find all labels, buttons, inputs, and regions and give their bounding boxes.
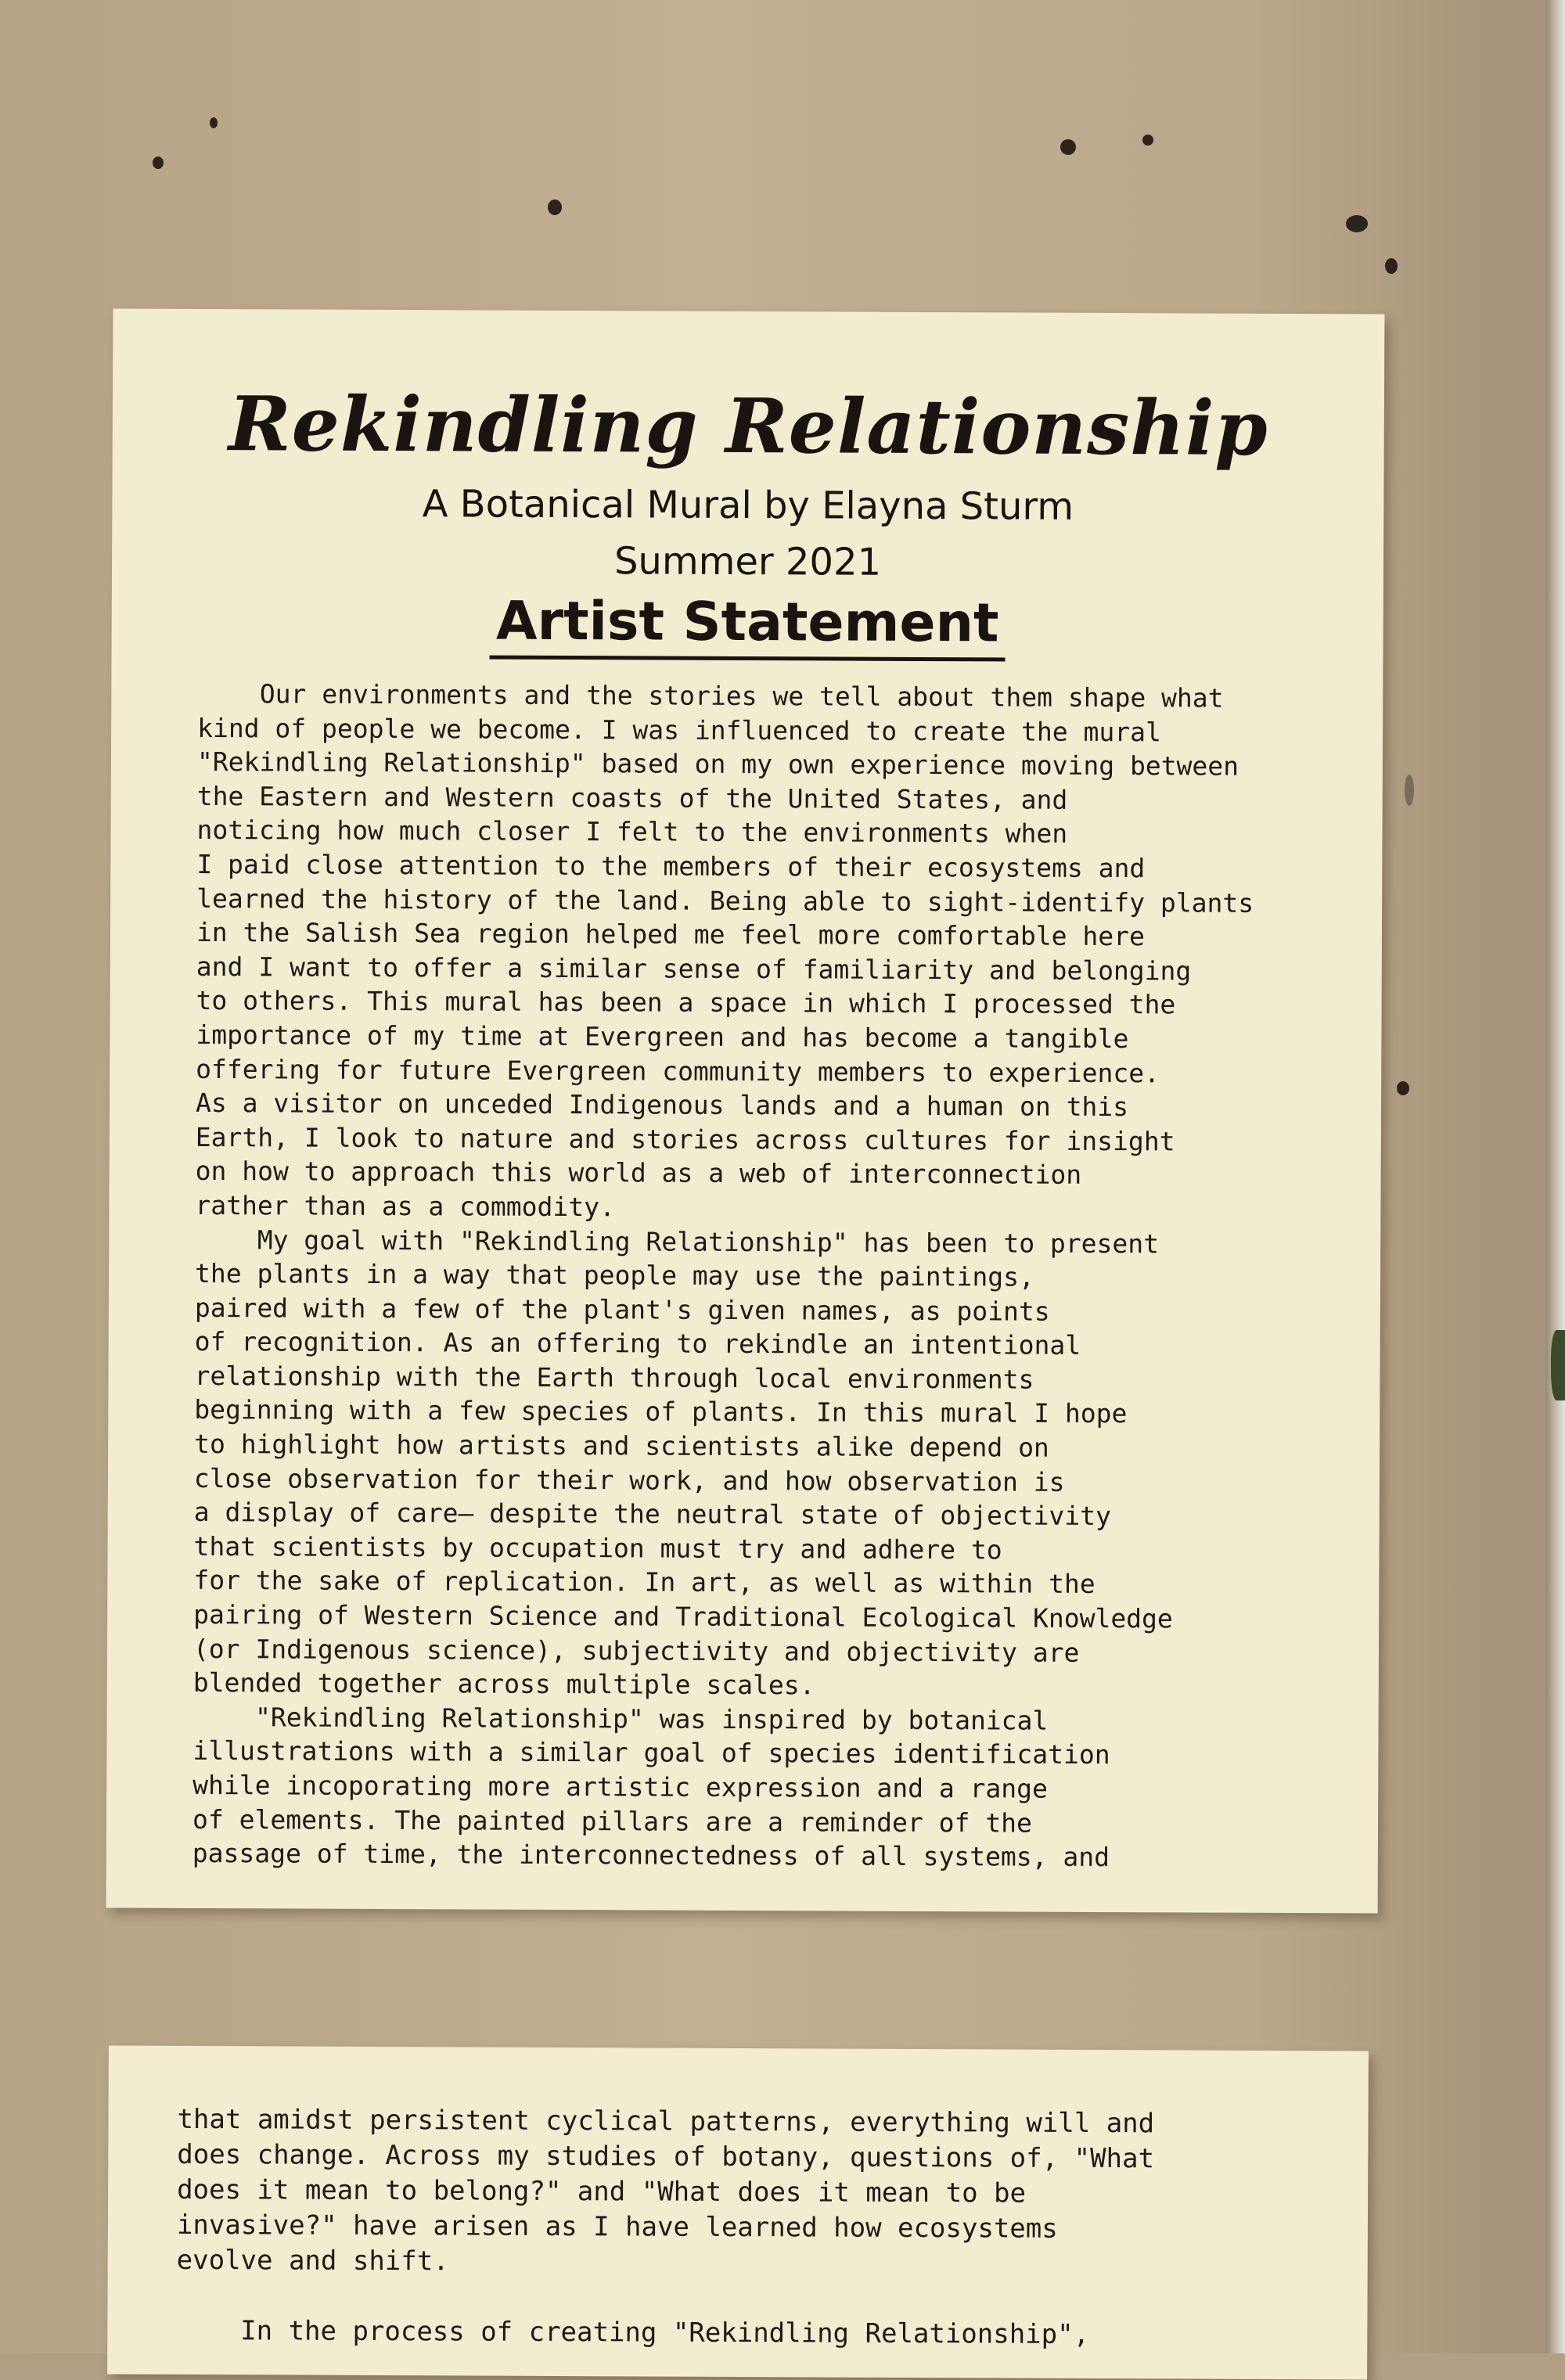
mural-title: Rekindling Relationship bbox=[228, 379, 1268, 473]
text-line: paired with a few of the plant's given names, as points bbox=[194, 1292, 1050, 1327]
text-line: invasive?" have arisen as I have learned how ecosystems bbox=[176, 2209, 1058, 2245]
text-line: does it mean to belong?" and "What does it mean to be bbox=[177, 2173, 1027, 2209]
text-line: in the Salish Sea region helped me feel more comfortable here bbox=[196, 917, 1146, 952]
text-line: offering for future Evergreen community members to experience. bbox=[196, 1053, 1160, 1088]
text-line: noticing how much closer I felt to the environments when bbox=[196, 814, 1068, 850]
text-line: close observation for their work, and how observation is bbox=[193, 1462, 1065, 1497]
text-line bbox=[176, 2278, 1319, 2318]
text-line: to others. This mural has been a space in which I processed the bbox=[196, 985, 1176, 1020]
text-line: My goal with "Rekindling Relationship" has been to present bbox=[195, 1224, 1160, 1259]
artist-statement-heading: Artist Statement bbox=[490, 591, 1006, 662]
wall-speck bbox=[1385, 258, 1398, 274]
text-line: As a visitor on unceded Indigenous lands and a human on this bbox=[195, 1088, 1129, 1123]
text-line: "Rekindling Relationship" was inspired by botanical bbox=[192, 1701, 1049, 1736]
text-line: the Eastern and Western coasts of the United States, and bbox=[196, 780, 1068, 815]
text-line: blended together across multiple scales. bbox=[192, 1667, 815, 1701]
text-line: importance of my time at Evergreen and has become a tangible bbox=[196, 1019, 1129, 1055]
text-line: that scientists by occupation must try and adhere to bbox=[193, 1530, 1002, 1566]
wall-speck bbox=[153, 156, 164, 169]
text-line: In the process of creating "Rekindling Relationship", bbox=[176, 2314, 1090, 2350]
wall-speck bbox=[1397, 1081, 1409, 1095]
wall-speck bbox=[1060, 139, 1076, 155]
text-line: while incoporating more artistic expression and a range bbox=[192, 1769, 1049, 1804]
heading-wrap bbox=[112, 588, 1383, 663]
artist-statement-panel bbox=[106, 308, 1385, 1913]
text-line: pairing of Western Science and Traditional Ecological Knowledge bbox=[193, 1598, 1173, 1634]
text-line: passage of time, the interconnectedness of all systems, and bbox=[192, 1838, 1110, 1873]
text-line: a display of care— despite the neutral state of objectivity bbox=[193, 1497, 1112, 1532]
wall-speck bbox=[1346, 215, 1368, 232]
mural-date: Summer 2021 bbox=[613, 539, 882, 584]
plant-leaf bbox=[1551, 1330, 1565, 1400]
text-line: rather than as a commodity. bbox=[195, 1189, 615, 1223]
text-line: evolve and shift. bbox=[176, 2244, 449, 2278]
text-line: relationship with the Earth through local environments bbox=[194, 1360, 1034, 1395]
text-line: (or Indigenous science), subjectivity and objectivity are bbox=[192, 1633, 1080, 1668]
text-line: learned the history of the land. Being able to sight-identify plants bbox=[196, 883, 1254, 919]
text-line: for the sake of replication. In art, as well as within the bbox=[193, 1565, 1096, 1600]
statement-body bbox=[192, 677, 1325, 1875]
wall-edge bbox=[1545, 0, 1565, 2353]
wall-speck bbox=[210, 117, 218, 128]
text-line: the plants in a way that people may use the paintings, bbox=[195, 1258, 1035, 1292]
wall-speck bbox=[1142, 135, 1153, 146]
wall-speck bbox=[1405, 775, 1414, 806]
text-line: and I want to offer a similar sense of familiarity and belonging bbox=[196, 951, 1192, 987]
text-line: on how to approach this world as a web of interconnection bbox=[195, 1156, 1082, 1191]
text-line: kind of people we become. I was influenced to create the mural bbox=[197, 712, 1162, 747]
continuation-panel bbox=[107, 2045, 1369, 2379]
text-line: "Rekindling Relationship" based on my own experience moving between bbox=[196, 746, 1239, 782]
text-line: Our environments and the stories we tell about them shape what bbox=[197, 678, 1224, 714]
text-line: Earth, I look to nature and stories across cultures for insight bbox=[195, 1121, 1175, 1157]
mural-subtitle: A Botanical Mural by Elayna Sturm bbox=[422, 482, 1074, 529]
text-line: of recognition. As an offering to rekindle an intentional bbox=[194, 1326, 1081, 1361]
text-line: of elements. The painted pillars are a reminder of the bbox=[192, 1803, 1032, 1839]
text-line: that amidst persistent cyclical patterns, everything will and bbox=[177, 2103, 1155, 2140]
continuation-body bbox=[176, 2102, 1319, 2353]
wall-speck bbox=[548, 200, 562, 215]
text-line: to highlight how artists and scientists alike depend on bbox=[194, 1428, 1049, 1463]
text-line: I paid close attention to the members of their ecosystems and bbox=[196, 848, 1146, 884]
text-line: does change. Across my studies of botany, questions of, "What bbox=[177, 2138, 1155, 2175]
text-line: illustrations with a similar goal of species identification bbox=[192, 1735, 1110, 1771]
text-line: beginning with a few species of plants. In this mural I hope bbox=[194, 1394, 1128, 1429]
